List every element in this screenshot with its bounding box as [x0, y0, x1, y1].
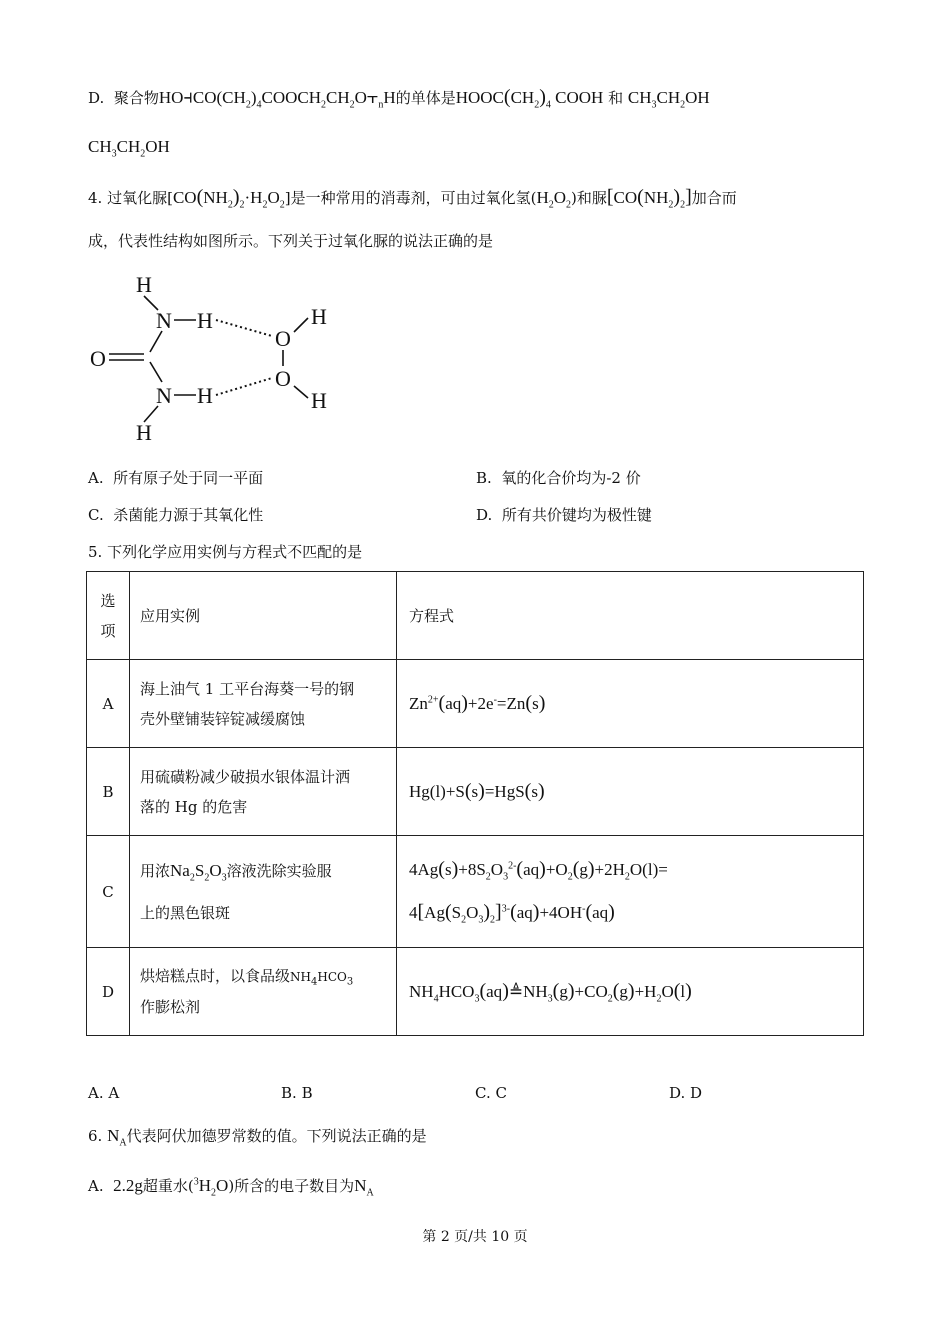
- option-text: 超重水(: [142, 1177, 194, 1195]
- example-text-b: 溶液洗除实验服: [226, 861, 332, 880]
- bond-o-h-top: [294, 318, 308, 332]
- q4-option-b[interactable]: [476, 467, 641, 489]
- atom-o-upper: O: [275, 326, 291, 351]
- q5-choice-b[interactable]: [281, 1082, 313, 1104]
- example-text: 壳外壁铺装锌锭减缓腐蚀: [140, 709, 306, 728]
- option-text-mid: 的单体是: [395, 89, 456, 107]
- q4-stem-line1: [88, 186, 737, 209]
- header-text: 选: [100, 591, 116, 610]
- q5-choice-a[interactable]: [88, 1082, 119, 1104]
- row-example: [130, 948, 397, 1036]
- atom-n-bottom: N: [156, 383, 172, 408]
- monomer-2: $CH_3CH_2OH$: [627, 88, 710, 111]
- row-option: C: [87, 836, 130, 948]
- atom-h-top: H: [136, 272, 152, 297]
- row-example: [130, 748, 397, 836]
- q6-option-a[interactable]: [88, 1175, 374, 1197]
- choice-text: D: [690, 1084, 703, 1102]
- example-text: 用硫磺粉减少破损水银体温计洒: [140, 767, 351, 786]
- header-text: 项: [100, 621, 116, 640]
- monomer-1: $HOOC(CH_2)_4$ COOH: [455, 86, 604, 111]
- option-text: 所有共价键均为极性键: [501, 506, 652, 524]
- choice-label: A.: [88, 1084, 104, 1102]
- question-number: 5.: [88, 543, 103, 561]
- tritium-water-formula: $^3H_2O$: [193, 1176, 229, 1199]
- example-text: 上的黑色银斑: [140, 903, 231, 922]
- bond-o-h-bottom: [294, 386, 308, 398]
- urea-formula: $[CO(NH_2)_2]$: [606, 186, 692, 211]
- mass-value: 2.2g: [113, 1176, 143, 1195]
- row-option: A: [87, 660, 130, 748]
- page-footer: 第 2 页/共 10 页: [422, 1229, 528, 1245]
- q3-option-d-cont: $CH_3CH_2OH$: [88, 137, 170, 160]
- example-text: [140, 961, 396, 992]
- q5-stem: [88, 541, 362, 563]
- option-text: 聚合物: [113, 89, 159, 107]
- atom-h-bottom: H: [136, 420, 152, 445]
- row-equation: $NH_4HCO_3(aq)≜NH_3(g)+CO_2(g)+H_2O(l)$: [397, 948, 864, 1036]
- thiosulfate-formula: $Na_2S_2O_3$: [170, 860, 227, 883]
- atom-h-oh-bottom: H: [311, 388, 327, 413]
- stem-text: 过氧化脲[: [107, 189, 173, 207]
- peroxide-urea-formula: $CO(NH_2)_2\cdot H_2O_2$: [172, 186, 285, 211]
- atom-h-bond-top: H: [197, 308, 213, 333]
- hbond-top: [216, 320, 272, 336]
- option-label: B.: [476, 469, 492, 487]
- q3-option-d: [88, 86, 710, 109]
- atom-h-oh-top: H: [311, 304, 327, 329]
- option-label: A.: [88, 1177, 104, 1195]
- row-example: [130, 836, 397, 948]
- bond-n-c-top: [150, 331, 162, 352]
- avogadro-symbol: $N_A$: [107, 1126, 127, 1149]
- choice-text: B: [301, 1084, 313, 1102]
- example-text: 落的 Hg 的危害: [140, 797, 248, 816]
- hbond-bottom: [216, 378, 272, 395]
- option-text: )所含的电子数目为: [228, 1177, 355, 1195]
- q6-stem: [88, 1125, 427, 1147]
- row-equation: [397, 836, 864, 948]
- option-text-and: 和: [608, 89, 624, 107]
- q4-stem-line2: 成，代表性结构如图所示。下列关于过氧化脲的说法正确的是: [88, 232, 494, 250]
- option-text: 杀菌能力源于其氧化性: [113, 506, 264, 524]
- option-text: 所有原子处于同一平面: [113, 469, 264, 487]
- stem-text: ]是一种常用的消毒剂，可由过氧化氢(: [284, 189, 537, 207]
- atom-o-lower: O: [275, 366, 291, 391]
- equation-line2: $4[Ag(S_2O_3)_2]^{3-}(aq)+4OH^-(aq)$: [409, 900, 615, 925]
- q5-choice-c[interactable]: [475, 1082, 507, 1104]
- option-label: D.: [88, 89, 105, 107]
- option-label: C.: [88, 506, 104, 524]
- polymer-formula: $HO⫞CO(CH_2)_4COOCH_2CH_2O⫟_nH$: [158, 87, 396, 111]
- stem-text: 下列化学应用实例与方程式不匹配的是: [107, 543, 363, 561]
- question-number: 6.: [88, 1127, 103, 1145]
- example-text-a: 烘焙糕点时，以食品级: [140, 967, 291, 985]
- stem-text: 加合而: [691, 189, 737, 207]
- atom-o-carbonyl: O: [90, 346, 106, 371]
- row-option: B: [87, 748, 130, 836]
- stem-text: 代表阿伏加德罗常数的值。下列说法正确的是: [126, 1127, 427, 1145]
- header-option: [87, 572, 130, 660]
- example-text: [140, 856, 396, 886]
- example-text: 作膨松剂: [140, 998, 201, 1016]
- bond-c-n-bottom: [150, 362, 162, 382]
- option-label: A.: [88, 469, 104, 487]
- header-example: 应用实例: [130, 572, 397, 660]
- avogadro-symbol: $N_A$: [354, 1176, 374, 1199]
- row-equation: $Zn^{2+}(aq)+2e^-=Zn(s)$: [397, 660, 864, 748]
- stem-text: )和脲: [571, 189, 607, 207]
- atom-h-bond-bottom: H: [197, 383, 213, 408]
- bond-h-n-top: [144, 296, 158, 310]
- question-number: 4.: [88, 189, 103, 207]
- example-text-a: 用浓: [140, 861, 171, 880]
- choice-label: C.: [475, 1084, 491, 1102]
- q5-table: [86, 571, 864, 1036]
- option-text: 氧的化合价均为-2 价: [501, 469, 641, 487]
- table-row: [87, 660, 864, 748]
- q4-option-c[interactable]: [88, 504, 263, 526]
- bicarbonate-formula: $NH_4HCO_3$: [290, 970, 354, 988]
- peroxide-urea-structure: [86, 268, 346, 448]
- q4-option-d[interactable]: [476, 504, 652, 526]
- choice-text: C: [495, 1084, 507, 1102]
- choice-label: D.: [669, 1084, 686, 1102]
- row-example: [130, 660, 397, 748]
- h2o2-formula: $H_2O_2$: [536, 188, 571, 211]
- row-equation: Hg(l)+S(s)=HgS(s): [397, 748, 864, 836]
- atom-n-top: N: [156, 308, 172, 333]
- table-row: [87, 948, 864, 1036]
- row-option: D: [87, 948, 130, 1036]
- choice-text: A: [108, 1084, 120, 1102]
- header-equation: 方程式: [397, 572, 864, 660]
- q4-option-a[interactable]: [88, 467, 263, 489]
- q5-choice-d[interactable]: [669, 1082, 702, 1104]
- choice-label: B.: [281, 1084, 297, 1102]
- option-label: D.: [476, 506, 493, 524]
- table-row: [87, 836, 864, 948]
- example-text: 海上油气 1 工平台海葵一号的钢: [140, 679, 355, 698]
- table-header-row: [87, 572, 864, 660]
- equation-line1: $4Ag(s)+8S_2O_3^{2-}(aq)+O_2(g)+2H_2O(l)=$: [409, 857, 668, 882]
- table-row: [87, 748, 864, 836]
